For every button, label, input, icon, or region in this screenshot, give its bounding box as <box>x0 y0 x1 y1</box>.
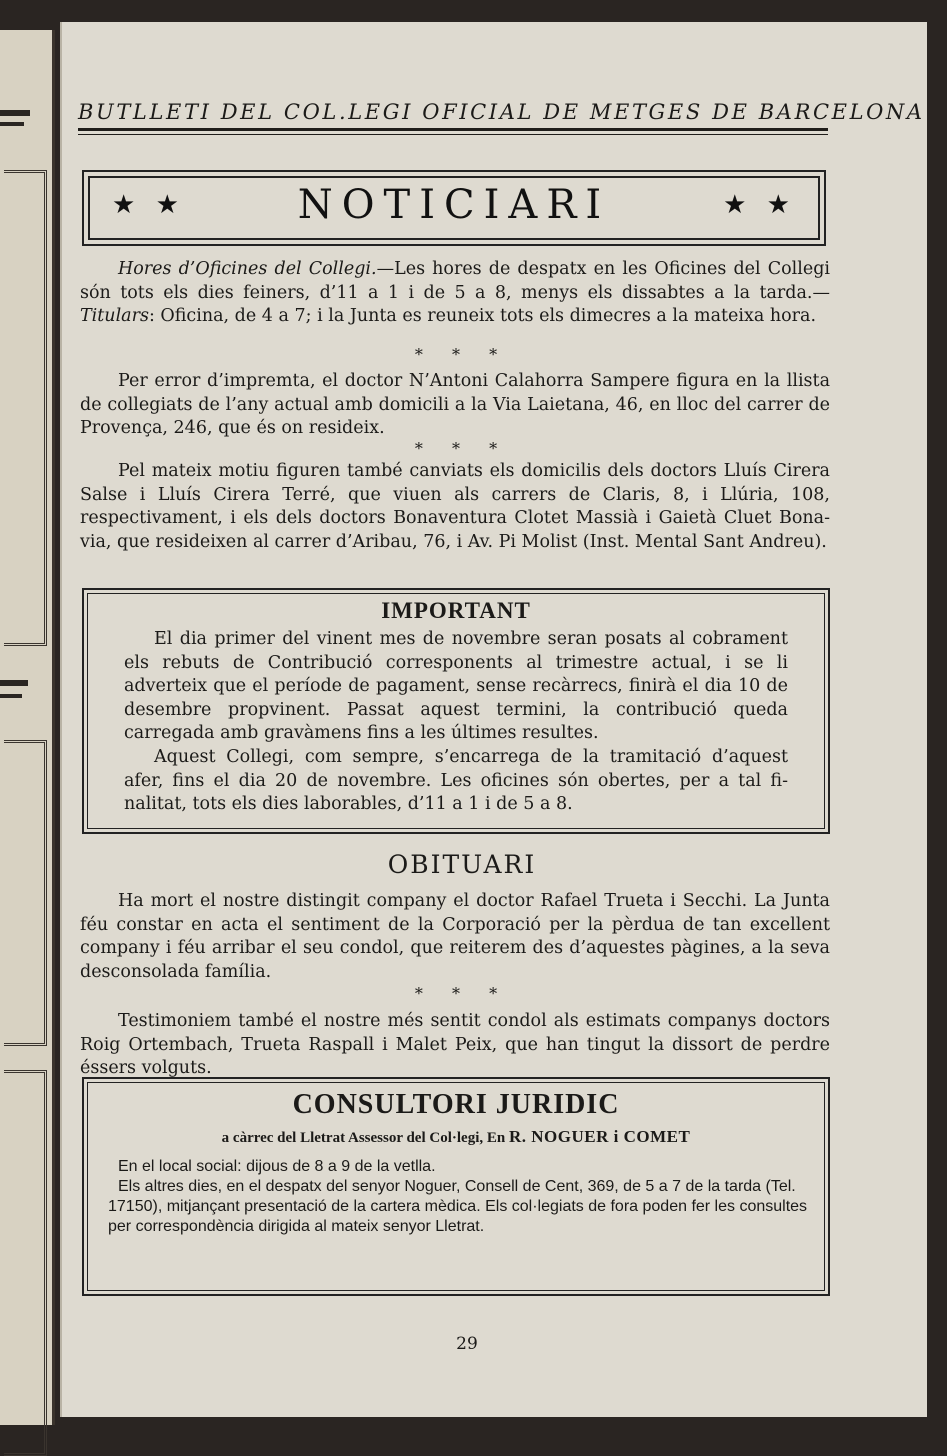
address-error-notice: Per error d’impremta, el doctor N’Antoni Calahorra Sampere figura en la llista de collegiats de l’any actual amb domicili a la Via Laietana, 46, en lloc del carrer de Provença, 246, que és on resideix. <box>80 371 830 439</box>
obituary-paragraph: Ha mort el nostre distingit company el doctor Rafael Trueta i Secchi. La Junta féu constar en acta el sentiment de la Corporació per la pèrdua de tan excellent company i féu arribar el seu condol, que reiterem des d’aquestes pàgines, a la seva desconsolada família. <box>80 891 830 982</box>
header-rule-thin <box>78 134 828 135</box>
consultori-line: Els altres dies, en el despatx del senyor Noguer, Consell de Cent, 369, de 5 a 7 de la tarda (Tel. 17150), mitjançant presentació de la cartera mèdica. Els col·legiats de fora poden fer les consultes per correspondència dirigida al mateix senyor Lletrat. <box>108 1178 808 1235</box>
office-hours-text: —Les hores de despatx en les Oficines del Collegi són tots els dies feiners, d’11 a 1 i de 5 a 8, menys els dissabtes a la tarda. <box>80 259 831 303</box>
obituari-title: OBITUARI <box>387 850 537 879</box>
facing-page-edge <box>0 30 55 1425</box>
section-separator: * * * <box>414 984 510 1003</box>
section-separator: * * * <box>414 345 510 364</box>
condolences-paragraph: Testimoniem també el nostre més sentit condol als estimats companys doctors Roig Ortembach, Trueta Raspall i Malet Peix, que han tingut la dissort de perdre éssers volguts. <box>80 1011 830 1079</box>
facing-page-rule <box>0 122 24 126</box>
facing-page-frame <box>4 1070 47 1456</box>
facing-page-rule <box>0 694 22 698</box>
header-rule <box>78 128 828 131</box>
office-hours-notice <box>80 258 830 329</box>
stars-right-ornament: ★ ★ <box>723 190 796 220</box>
important-paragraph: Aquest Collegi, com sempre, s’encarrega de la tramitació d’aquest afer, fins el dia 20 de novembre. Les oficines són obertes, per a tal finalitat, tots els dies laborables, d’11 a 1 i de 5 a 8. <box>124 746 788 815</box>
consultori-title: CONSULTORI JURIDIC <box>292 1089 620 1120</box>
consultori-line: En el local social: dijous de 8 a 9 de la vetlla. <box>118 1158 436 1175</box>
consultori-box <box>82 1077 830 1296</box>
page-number: 29 <box>456 1334 478 1354</box>
consultori-lawyer-name: R. NOGUER i COMET <box>508 1127 691 1146</box>
running-head: BUTLLETI DEL COL.LEGI OFICIAL DE METGES DE BARCELONA <box>78 100 925 124</box>
important-box <box>82 588 830 834</box>
bulletin-page <box>60 22 927 1417</box>
consultori-body <box>84 1157 828 1247</box>
consultori-subtitle-text: a càrrec del Lletrat Assessor del Col·legi, En <box>221 1130 509 1146</box>
facing-page-frame <box>4 740 47 1046</box>
consultori-subtitle <box>84 1127 828 1147</box>
address-changes-notice: Pel mateix motiu figuren també canviats els domicilis dels doctors Lluís Cirera Salse i Lluís Cirera Terré, que viuen als carrers de Claris, 8, i Llúria, 108, respectivament, i els dels doctors Bonaventura Clotet Massià i Gaietà Cluet Bonavia, que resideixen al carrer d’Aribau, 76, i Av. Pi Molist (Inst. Mental Sant Andreu). <box>80 461 830 552</box>
office-hours-lead: Hores d’Oficines del Collegi. <box>118 259 377 279</box>
titulars-text: : Oficina, de 4 a 7; i la Junta es reuneix tots els dimecres a la mateixa hora. <box>148 306 817 327</box>
important-title: IMPORTANT <box>381 598 531 623</box>
noticiari-banner <box>82 170 826 246</box>
section-title: NOTICIARI <box>297 182 611 228</box>
facing-page-rule <box>0 680 28 686</box>
facing-page-rule <box>0 110 30 116</box>
important-paragraph: El dia primer del vinent mes de novembre seran posats al cobrament els rebuts de Contribució corresponents al trimestre actual, i se li adverteix que el període de pagament, sense recàrrecs, finirà el dia 10 de desembre propvinent. Passat aquest termini, la contribució queda carregada amb gravàmens fins a les últimes resultes. <box>124 629 788 744</box>
facing-page-frame <box>4 170 47 646</box>
titulars-lead: —Titulars <box>80 282 830 327</box>
stars-left-ornament: ★ ★ <box>112 190 185 220</box>
section-separator: * * * <box>414 439 510 458</box>
important-body <box>84 628 828 817</box>
